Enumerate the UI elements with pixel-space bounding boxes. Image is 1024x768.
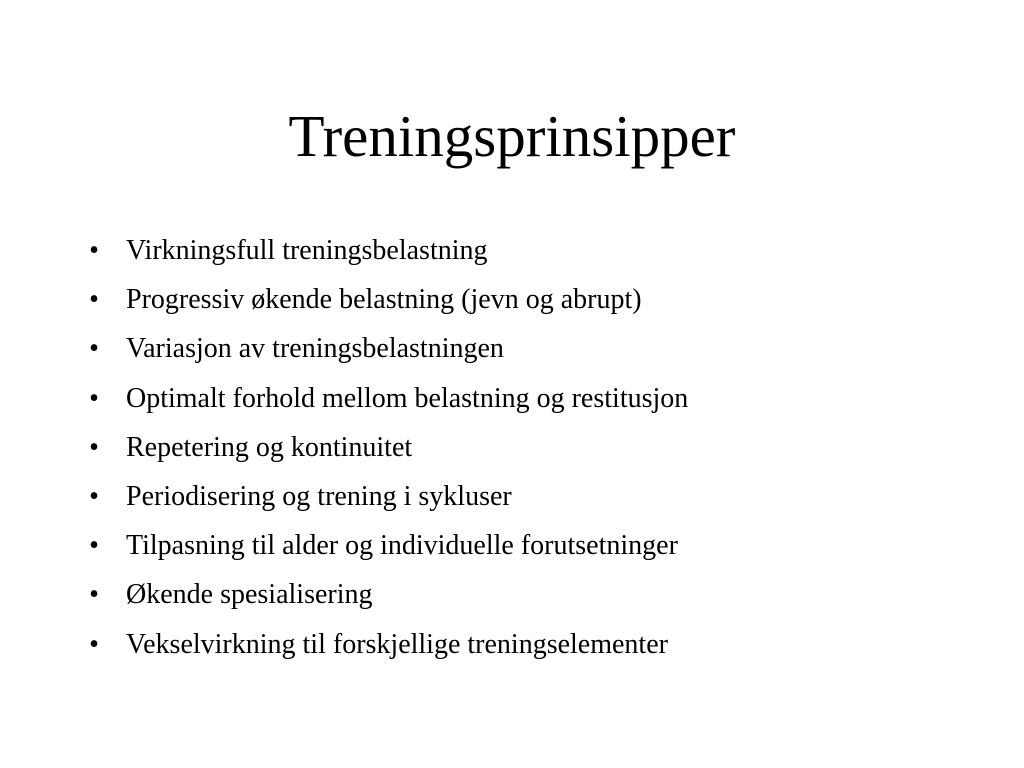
bullet-item	[84, 275, 984, 324]
bullet-dot-icon: •	[89, 480, 99, 512]
bullet-text: Økende spesialisering	[126, 579, 373, 611]
bullet-list	[84, 226, 984, 669]
bullet-item	[84, 226, 984, 275]
bullet-item	[84, 570, 984, 619]
bullet-item	[84, 374, 984, 423]
bullet-text: Repetering og kontinuitet	[126, 431, 413, 463]
bullet-item	[84, 324, 984, 373]
bullet-item	[84, 423, 984, 472]
bullet-item	[84, 620, 984, 669]
bullet-text: Progressiv økende belastning (jevn og abrupt)	[126, 284, 642, 316]
bullet-item	[84, 472, 984, 521]
slide-title: Treningsprinsipper	[288, 103, 736, 169]
bullet-dot-icon: •	[89, 431, 99, 463]
bullet-dot-icon: •	[89, 530, 99, 562]
bullet-item	[84, 521, 984, 570]
bullet-dot-icon: •	[89, 628, 99, 660]
bullet-text: Optimalt forhold mellom belastning og restitusjon	[126, 382, 689, 414]
bullet-dot-icon: •	[89, 333, 99, 365]
bullet-text: Variasjon av treningsbelastningen	[126, 333, 504, 365]
bullet-text: Virkningsfull treningsbelastning	[126, 235, 488, 266]
bullet-text: Tilpasning til alder og individuelle forutsetninger	[126, 530, 678, 562]
bullet-text: Periodisering og trening i sykluser	[126, 480, 512, 512]
bullet-dot-icon: •	[89, 284, 99, 316]
bullet-dot-icon: •	[89, 235, 99, 266]
bullet-text: Vekselvirkning til forskjellige treningselementer	[126, 628, 668, 660]
bullet-dot-icon: •	[89, 579, 99, 611]
bullet-dot-icon: •	[89, 382, 99, 414]
